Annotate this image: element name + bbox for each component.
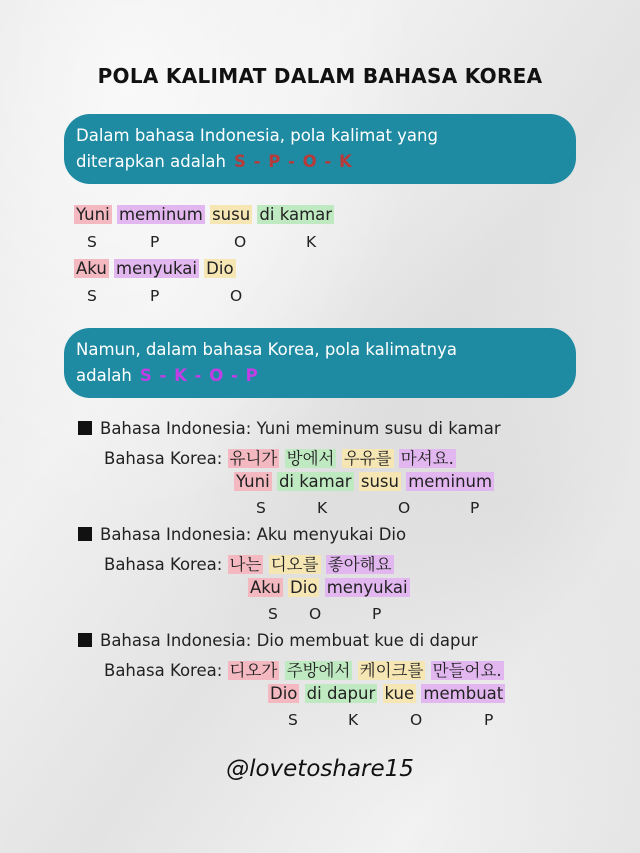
- gloss-object: Dio: [290, 578, 318, 597]
- gloss-predicate: membuat: [423, 684, 504, 703]
- letter-p: P: [470, 499, 480, 517]
- example-sentence: [74, 259, 236, 278]
- gloss-subject: Yuni: [236, 472, 270, 491]
- gloss-keterangan: di kamar: [278, 472, 352, 491]
- gloss-predicate: meminum: [408, 472, 493, 491]
- letter-o: O: [398, 499, 411, 517]
- bullet-icon: [78, 633, 92, 647]
- example-korean-line: [104, 445, 456, 469]
- letter-s: S: [87, 287, 97, 305]
- role-letters: [0, 233, 640, 253]
- gloss-object: susu: [360, 472, 399, 491]
- callout-line1: Namun, dalam bahasa Korea, pola kalimatnya: [76, 340, 457, 359]
- word-keterangan: di kamar: [259, 205, 333, 224]
- letter-s: S: [87, 233, 97, 251]
- indonesian-label: Bahasa Indonesia:: [100, 631, 252, 650]
- letter-p: P: [150, 287, 160, 305]
- callout-line1: Dalam bahasa Indonesia, pola kalimat yang: [76, 126, 438, 145]
- role-letters: [0, 499, 640, 519]
- letter-p: P: [484, 711, 494, 729]
- gloss-subject: Aku: [250, 578, 281, 597]
- callout-line2: [76, 149, 562, 175]
- callout-line2-text: adalah: [76, 366, 132, 385]
- callout-line2-text: diterapkan adalah: [76, 152, 226, 171]
- korean-predicate: 마셔요.: [400, 449, 454, 468]
- author-handle: @lovetoshare15: [226, 756, 414, 782]
- example-korean-line: [104, 657, 504, 681]
- gloss-predicate: menyukai: [326, 578, 408, 597]
- gloss-line: [234, 472, 494, 491]
- gloss-line: [248, 578, 410, 597]
- callout-indonesian-pattern: [64, 114, 576, 184]
- letter-s: S: [288, 711, 298, 729]
- page-title: POLA KALIMAT DALAM BAHASA KOREA: [97, 64, 543, 88]
- callout-line2: [76, 363, 562, 389]
- indonesian-sentence: Aku menyukai Dio: [256, 525, 407, 544]
- korean-object: 디오를: [270, 555, 319, 574]
- korean-label: Bahasa Korea:: [104, 449, 223, 468]
- letter-o: O: [410, 711, 423, 729]
- gloss-object: kue: [384, 684, 415, 703]
- letter-p: P: [150, 233, 160, 251]
- word-predicate: meminum: [118, 205, 203, 224]
- pattern-skop: S - K - O - P: [139, 366, 259, 385]
- gloss-keterangan: di dapur: [306, 684, 376, 703]
- letter-s: S: [256, 499, 266, 517]
- korean-keterangan: 주방에서: [286, 661, 351, 680]
- gloss-line: [268, 684, 505, 703]
- word-predicate: menyukai: [116, 259, 197, 278]
- korean-label: Bahasa Korea:: [104, 555, 223, 574]
- gloss-subject: Dio: [270, 684, 298, 703]
- indonesian-label: Bahasa Indonesia:: [100, 419, 252, 438]
- letter-k: K: [317, 499, 328, 517]
- word-subject: Yuni: [76, 205, 110, 224]
- bullet-icon: [78, 421, 92, 435]
- indonesian-label: Bahasa Indonesia:: [100, 525, 252, 544]
- korean-object: 케이크를: [359, 661, 424, 680]
- letter-k: K: [348, 711, 359, 729]
- indonesian-sentence: Yuni meminum susu di kamar: [256, 419, 501, 438]
- role-letters: [0, 287, 640, 307]
- letter-s: S: [268, 605, 278, 623]
- korean-keterangan: 방에서: [286, 449, 335, 468]
- korean-subject: 유니가: [229, 449, 278, 468]
- example-indonesian-line: [78, 631, 478, 650]
- letter-o: O: [309, 605, 322, 623]
- word-object: susu: [212, 205, 251, 224]
- role-letters: [0, 605, 640, 625]
- korean-label: Bahasa Korea:: [104, 661, 223, 680]
- callout-korean-pattern: [64, 328, 576, 398]
- letter-k: K: [306, 233, 317, 251]
- letter-o: O: [230, 287, 243, 305]
- korean-predicate: 만들어요.: [432, 661, 502, 680]
- pattern-spok: S - P - O - K: [233, 152, 353, 171]
- example-indonesian-line: [78, 419, 501, 438]
- bullet-icon: [78, 527, 92, 541]
- korean-subject: 디오가: [229, 661, 278, 680]
- example-indonesian-line: [78, 525, 406, 544]
- indonesian-sentence: Dio membuat kue di dapur: [256, 631, 478, 650]
- korean-object: 우유를: [343, 449, 392, 468]
- korean-subject: 나는: [229, 555, 262, 574]
- role-letters: [0, 711, 640, 731]
- word-object: Dio: [206, 259, 234, 278]
- korean-predicate: 좋아해요: [327, 555, 392, 574]
- letter-o: O: [234, 233, 247, 251]
- letter-p: P: [372, 605, 382, 623]
- word-subject: Aku: [76, 259, 107, 278]
- example-sentence: [74, 205, 334, 224]
- example-korean-line: [104, 551, 394, 575]
